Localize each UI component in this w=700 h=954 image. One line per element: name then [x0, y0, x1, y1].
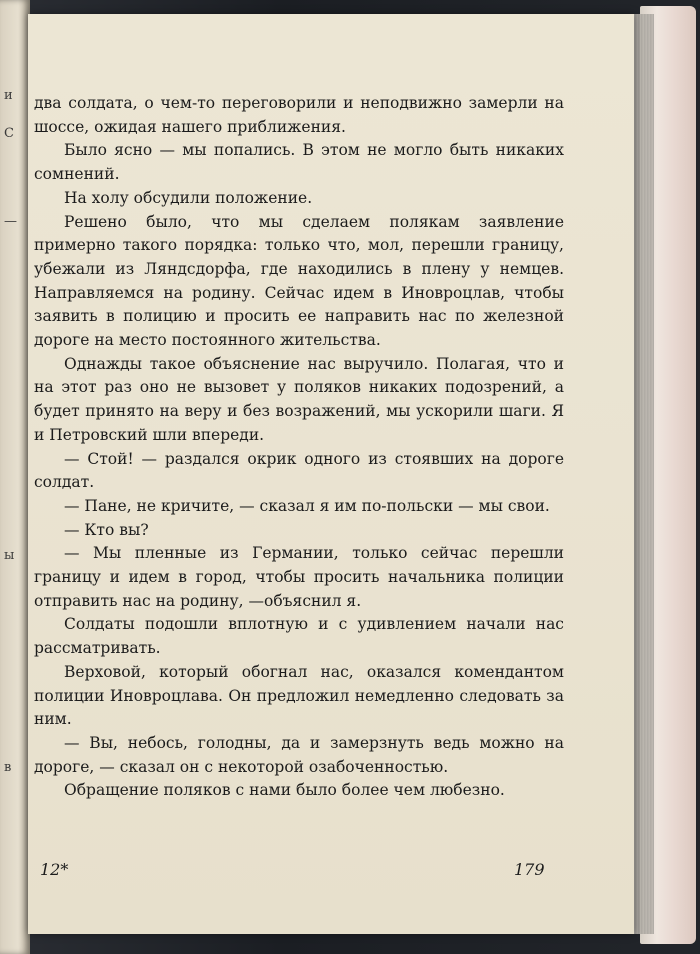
- left-page-fragment: в: [4, 760, 12, 775]
- left-page-edge: [0, 0, 30, 954]
- book-page: [28, 14, 634, 934]
- paragraph: Солдаты подошли вплотную и с удивлением начали нас рассматривать.: [34, 615, 564, 658]
- paragraph: Верховой, который обогнал нас, оказался комендантом полиции Иновроцлава. Он предложил немедленно следовать за ним.: [34, 662, 564, 729]
- paragraph: На холу обсудили положение.: [64, 188, 313, 207]
- paragraph: — Пане, не кричите, — сказал я им по-польски — мы свои.: [64, 496, 550, 515]
- paragraph: — Кто вы?: [64, 520, 149, 539]
- left-page-fragment: С: [4, 126, 14, 141]
- paragraph: Было ясно — мы попались. В этом не могло быть никаких сомнений.: [34, 141, 564, 184]
- signature-mark: 12*: [40, 860, 69, 879]
- paragraph: Решено было, что мы сделаем полякам заявление примерно такого порядка: только что, мол, перешли границу, убежали из Ляндсдорфа, где находились в плену у немцев. Направляемся на родину. Сейчас идем в Иновроцлав, чтобы заявить в полицию и просить ее направить нас по железной дороге на место постоянного жительства.: [34, 212, 564, 350]
- left-page-fragment: и: [4, 88, 13, 103]
- paragraph: два солдата, о чем-то переговорили и неподвижно замерли на шоссе, ожидая нашего приближения.: [34, 94, 564, 136]
- left-page-fragment: —: [4, 214, 17, 229]
- page-text: [34, 92, 564, 803]
- paragraph: — Стой! — раздался окрик одного из стоявших на дороге солдат.: [34, 449, 564, 492]
- paragraph: — Мы пленные из Германии, только сейчас перешли границу и идем в город, чтобы просить начальника полиции отправить нас на родину, —объяснил я.: [34, 544, 564, 610]
- paragraph: — Вы, небось, голодны, да и замерзнуть ведь можно на дороге, — сказал он с некоторой озабоченностью.: [34, 733, 564, 776]
- page-number: 179: [514, 860, 545, 879]
- paragraph: Обращение поляков с нами было более чем любезно.: [64, 781, 505, 800]
- paragraph: Однажды такое объяснение нас выручило. Полагая, что и на этот раз оно не вызовет у поляков никаких подозрений, а будет принято на веру и без возражений, мы ускорили шаги. Я и Петровский шли впереди.: [34, 354, 564, 444]
- left-page-fragment: ы: [4, 548, 15, 563]
- page-edges: [632, 14, 654, 934]
